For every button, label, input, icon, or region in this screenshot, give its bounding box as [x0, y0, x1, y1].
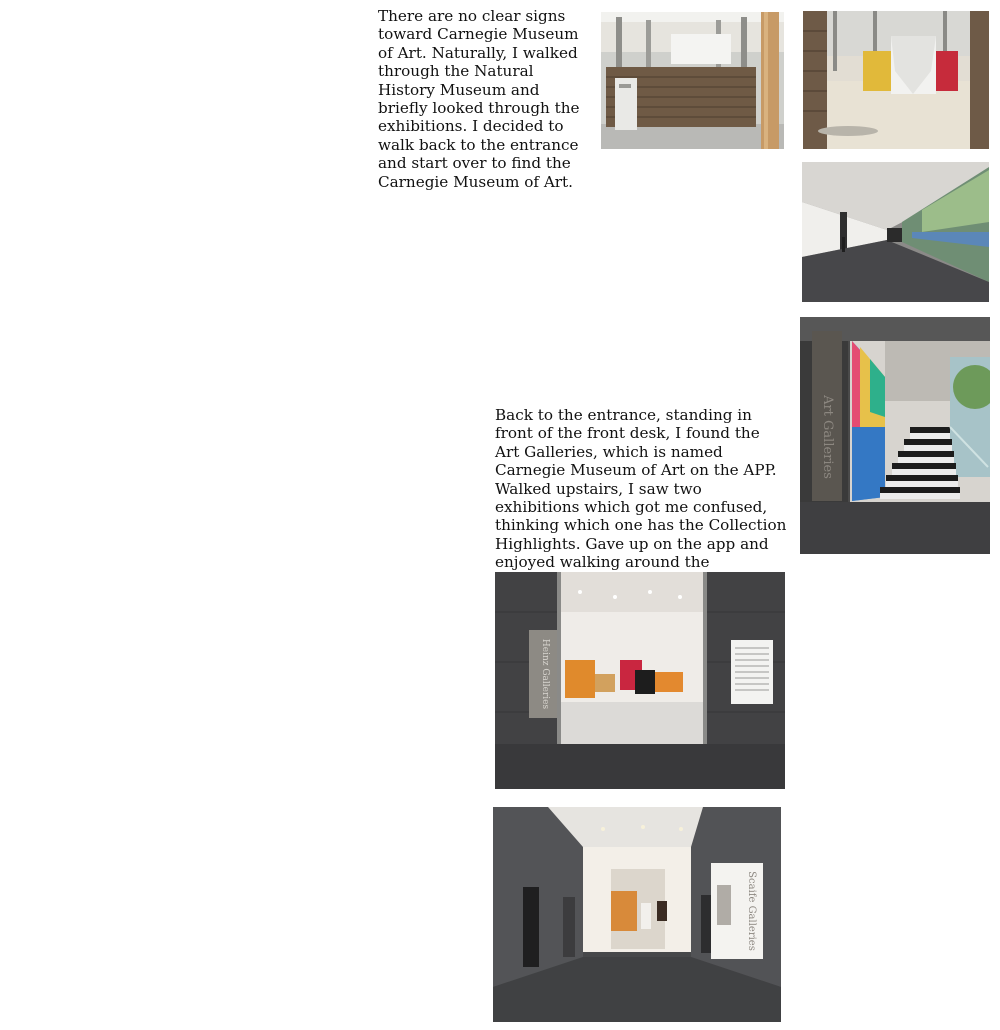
- corridor-image: [802, 162, 989, 302]
- photo-scaife-galleries-entrance: [493, 807, 781, 1022]
- photo-glass-corridor: [802, 162, 989, 302]
- story-paragraph-1: There are no clear signs toward Carnegie Museum of Art. Naturally, I walked through the Natural History Museum and briefly looked through the exhibitions. I decided to walk back to the entrance and start over to find the Carnegie Museum of Art.: [378, 7, 580, 191]
- heinz-image: [495, 572, 785, 789]
- photo-art-galleries-stairs: [800, 317, 990, 554]
- scaife-image: [493, 807, 781, 1022]
- hall-image: [601, 12, 784, 149]
- heinz-galleries-sign: Heinz Galleries: [540, 638, 550, 710]
- art-galleries-sign: Art Galleries: [820, 395, 835, 479]
- photo-museum-hall: [601, 12, 784, 149]
- stairs-image: [800, 317, 990, 554]
- photo-heinz-galleries-entrance: [495, 572, 785, 789]
- scaife-galleries-sign: Scaife Galleries: [746, 871, 757, 951]
- story-paragraph-2: Back to the entrance, standing in front of the front desk, I found the Art Galleries, which is named Carnegie Museum of Art on the APP. Walked upstairs, I saw two exhibitions which got me confused, thinking which one has the Collection Highlights. Gave up on the app and enjoyed walking around the: [495, 406, 787, 572]
- photo-sand-installation: [803, 11, 989, 149]
- sand-image: [803, 11, 989, 149]
